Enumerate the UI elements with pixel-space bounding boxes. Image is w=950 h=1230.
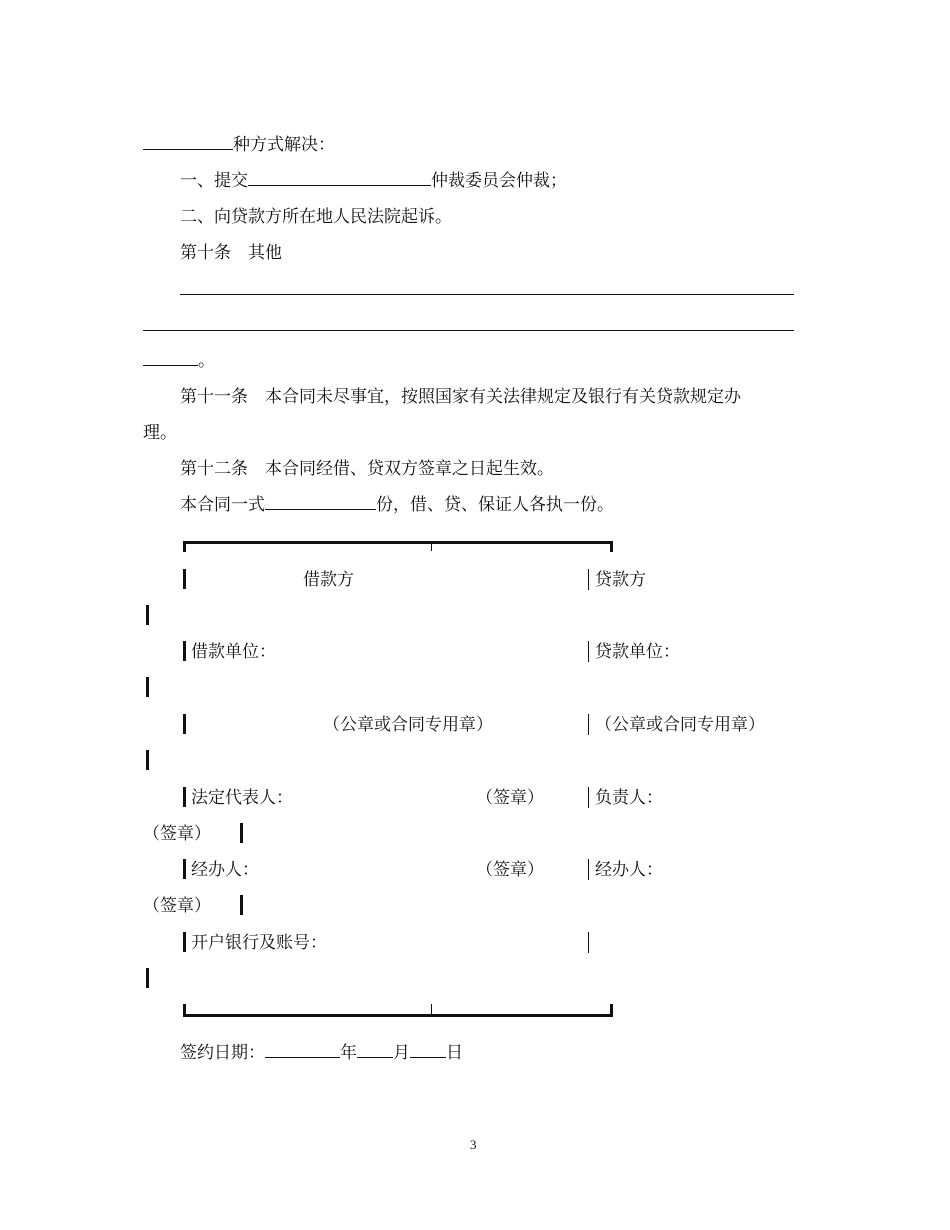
- page-number: 3: [470, 1137, 477, 1152]
- blank-year: [265, 1042, 340, 1058]
- clause-12: 第十二条 本合同经借、贷双方签章之日起生效。: [180, 459, 554, 479]
- blank-month: [357, 1042, 393, 1058]
- blank-arbitration-committee: [248, 170, 431, 186]
- blank-other-line-1: [180, 294, 794, 295]
- legal-rep-label: 法定代表人：: [191, 788, 293, 808]
- lender-unit-label: 贷款单位：: [595, 642, 680, 662]
- borrower-seal-note: （公章或合同专用章）: [323, 715, 493, 735]
- responsible-label: 负责人：: [595, 788, 663, 808]
- clause-11: 第十一条 本合同未尽事宜，按照国家有关法律规定及银行有关贷款规定办: [180, 387, 741, 407]
- option-arbitration: 一、提交 仲裁委员会仲裁；: [180, 171, 567, 191]
- blank-copies: [265, 494, 376, 510]
- borrower-handler-label: 经办人：: [191, 860, 259, 880]
- bank-account-label: 开户银行及账号：: [191, 933, 327, 953]
- clause-10-heading: 第十条 其他: [180, 243, 282, 263]
- blank-other-line-3: 。: [143, 350, 215, 372]
- lender-handler-sign: （签章）: [143, 896, 211, 916]
- copies-line: 本合同一式 份，借、贷、保证人各执一份。: [180, 495, 614, 515]
- borrower-unit-label: 借款单位：: [191, 642, 276, 662]
- table-top-border: [183, 541, 613, 544]
- lender-title: 贷款方: [595, 570, 646, 590]
- borrower-title: 借款方: [303, 570, 354, 590]
- option-lawsuit: 二、向贷款方所在地人民法院起诉。: [180, 207, 452, 227]
- table-bottom-border: [183, 1014, 613, 1017]
- lender-seal-note: （公章或合同专用章）: [595, 715, 765, 735]
- blank-day: [410, 1042, 446, 1058]
- signing-date: 签约日期： 年 月 日: [180, 1043, 463, 1063]
- clause-9-tail: 种方式解决：: [143, 134, 335, 156]
- blank-other-line-2: [143, 330, 794, 331]
- lender-handler-label: 经办人：: [595, 860, 663, 880]
- borrower-handler-sign: （签章）: [476, 860, 544, 880]
- blank-dispute-method: [143, 134, 233, 150]
- legal-rep-sign: （签章）: [476, 788, 544, 808]
- clause-11-cont: 理。: [143, 423, 177, 443]
- responsible-sign: （签章）: [143, 824, 211, 844]
